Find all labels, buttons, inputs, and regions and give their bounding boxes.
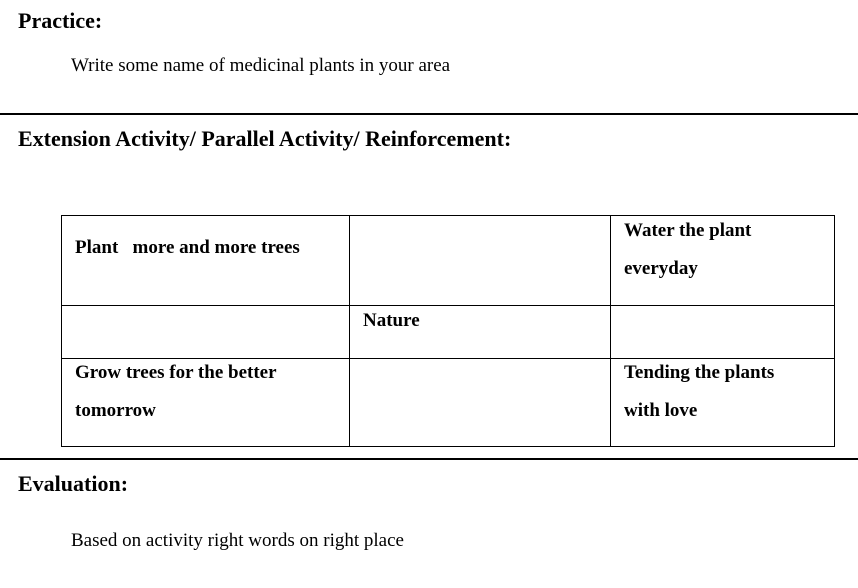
extension-activity-heading: Extension Activity/ Parallel Activity/ Reinforcement: <box>18 126 512 151</box>
cell-text-line: Water the plant <box>624 220 752 241</box>
cell-text-line: tomorrow <box>75 400 156 421</box>
cell-text-line: Grow trees for the better <box>75 362 277 383</box>
practice-heading: Practice: <box>18 8 103 33</box>
table-column-divider <box>610 216 611 446</box>
practice-instruction: Write some name of medicinal plants in your area <box>71 55 451 76</box>
table-column-divider <box>349 216 350 446</box>
table-cell-bottom-left <box>75 354 277 430</box>
section-divider <box>0 113 858 115</box>
activity-table <box>61 215 835 447</box>
cell-text-line: Tending the plants <box>624 362 775 383</box>
table-cell-top-left <box>75 229 300 267</box>
table-cell-top-right <box>624 212 751 288</box>
evaluation-heading: Evaluation: <box>18 471 129 496</box>
section-divider <box>0 458 858 460</box>
evaluation-text: Based on activity right words on right place <box>71 530 404 551</box>
table-cell-bottom-right <box>624 354 774 430</box>
table-cell-center <box>363 302 420 340</box>
table-row-divider <box>62 305 834 306</box>
cell-text-line: with love <box>624 400 698 421</box>
cell-text: Nature <box>363 310 420 331</box>
cell-text-line: everyday <box>624 258 698 279</box>
cell-text: Plant more and more trees <box>75 237 300 258</box>
